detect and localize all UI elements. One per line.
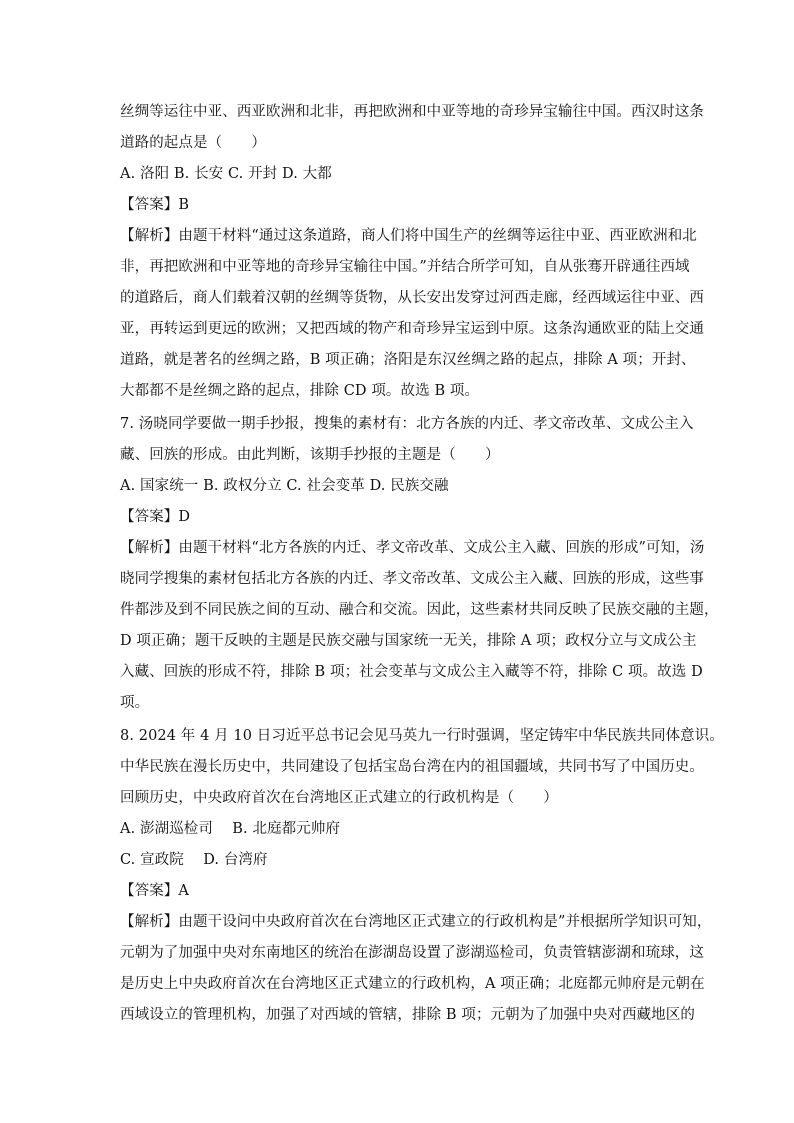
text-line: 元朝为了加强中央对东南地区的统治在澎湖岛设置了澎湖巡检司，负责管辖澎湖和琉球，这 <box>120 945 704 961</box>
text-line: 项。 <box>120 695 150 711</box>
answer-line: 【答案】A <box>120 883 189 899</box>
text-line: 是历史上中央政府首次在台湾地区正式建立的行政机构，A 项正确；北庭都元帅府是元朝在 <box>120 976 705 992</box>
text-line: 道路的起点是（ ） <box>120 135 266 151</box>
analysis-line: 【解析】由题干材料“通过这条道路，商人们将中国生产的丝绸等运往中亚、西亚欧洲和北 <box>120 228 697 244</box>
question-8: 8. 2024 年 4 月 10 日习近平总书记会见马英九一行时强调，坚定铸牢中华民族共同体意识。 <box>120 728 724 744</box>
text-line: 晓同学搜集的素材包括北方各族的内迁、孝文帝改革、文成公主入藏、回族的形成，这些事 <box>120 571 704 587</box>
option-line: C. 宣政院 D. 台湾府 <box>120 852 268 868</box>
text-line: 藏、回族的形成。由此判断，该期手抄报的主题是（ ） <box>120 447 500 463</box>
text-line: 丝绸等运往中亚、西亚欧洲和北非，再把欧洲和中亚等地的奇珍异宝输往中国。西汉时这条 <box>120 104 704 120</box>
text-line: 道路，就是著名的丝绸之路，B 项正确；洛阳是东汉丝绸之路的起点，排除 A 项；开封、 <box>120 352 696 368</box>
analysis-line: 【解析】由题干材料“北方各族的内迁、孝文帝改革、文成公主入藏、回族的形成”可知，汤 <box>120 540 705 556</box>
answer-line: 【答案】B <box>120 197 190 213</box>
text-line: 回顾历史，中央政府首次在台湾地区正式建立的行政机构是（ ） <box>120 790 558 806</box>
text-line: 亚，再转运到更远的欧洲；又把西域的物产和奇珍异宝运到中原。这条沟通欧亚的陆上交通 <box>120 321 704 337</box>
option-line: A. 国家统一 B. 政权分立 C. 社会变革 D. 民族交融 <box>120 478 449 494</box>
text-line: 大都都不是丝绸之路的起点，排除 CD 项。故选 B 项。 <box>120 383 480 399</box>
text-line: 的道路后，商人们载着汉朝的丝绸等货物，从长安出发穿过河西走廊，经西域运往中亚、西 <box>120 290 704 306</box>
text-line: 非，再把欧洲和中亚等地的奇珍异宝输往中国。”并结合所学可知，自从张骞开辟通往西域 <box>120 259 690 275</box>
text-line: 中华民族在漫长历史中，共同建设了包括宝岛台湾在内的祖国疆域，共同书写了中国历史。 <box>120 759 704 775</box>
text-line: 件都涉及到不同民族之间的互动、融合和交流。因此，这些素材共同反映了民族交融的主题， <box>120 602 719 618</box>
option-line: A. 洛阳 B. 长安 C. 开封 D. 大都 <box>120 166 332 182</box>
analysis-line: 【解析】由题干设问中央政府首次在台湾地区正式建立的行政机构是”并根据所学知识可知， <box>120 914 712 930</box>
text-line: 入藏、回族的形成不符，排除 B 项；社会变革与文成公主入藏等不符，排除 C 项。故选 D <box>120 664 703 680</box>
option-line: A. 澎湖巡检司 B. 北庭都元帅府 <box>120 821 341 837</box>
question-7: 7. 汤晓同学要做一期手抄报，搜集的素材有：北方各族的内迁、孝文帝改革、文成公主入 <box>120 416 694 432</box>
answer-line: 【答案】D <box>120 509 191 525</box>
text-line: 西域设立的管理机构，加强了对西域的管辖，排除 B 项；元朝为了加强中央对西藏地区的 <box>120 1007 695 1023</box>
text-line: D 项正确；题干反映的主题是民族交融与国家统一无关，排除 A 项；政权分立与文成公主 <box>120 633 697 649</box>
